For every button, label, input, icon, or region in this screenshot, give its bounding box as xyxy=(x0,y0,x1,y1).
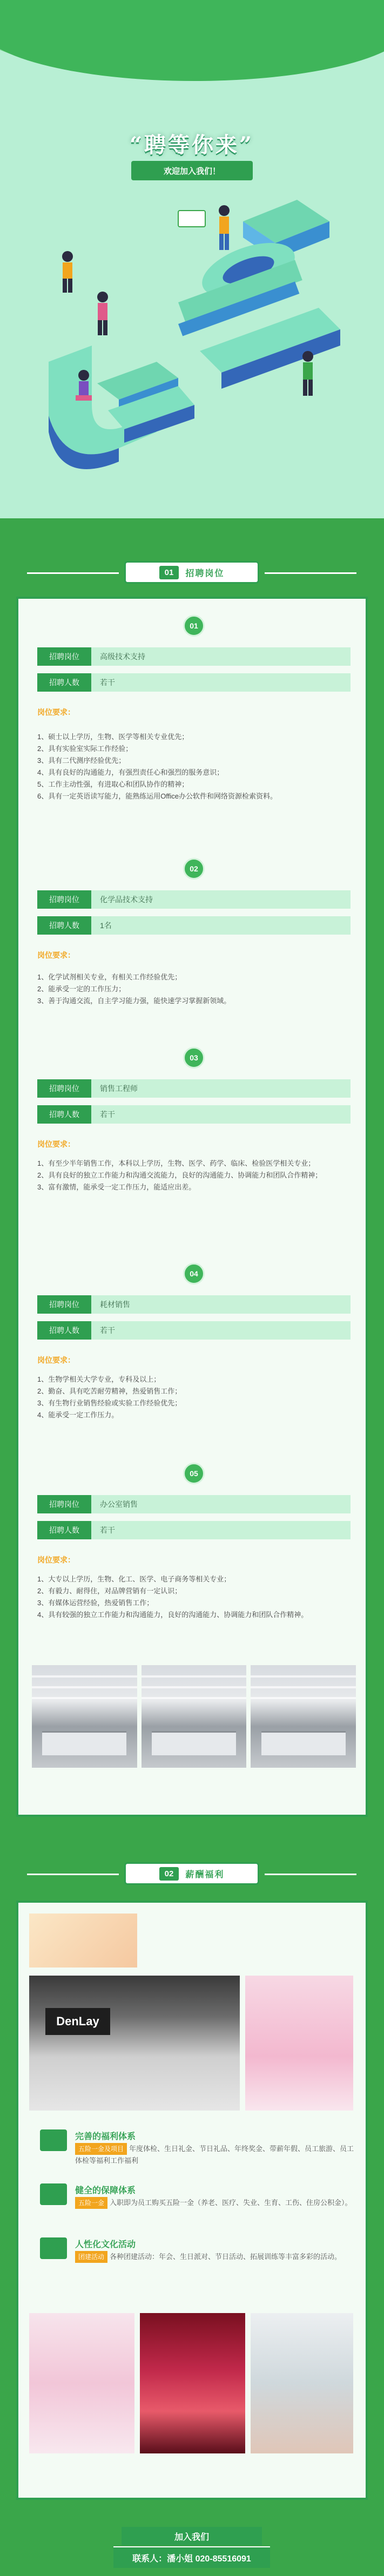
requirement-item: 3、富有激情，能承受一定工作压力，能适应出差。 xyxy=(37,1183,196,1191)
job-card xyxy=(37,615,351,842)
count-value: 若干 xyxy=(100,1326,115,1335)
benefits-panel xyxy=(16,1901,368,2500)
office-photos xyxy=(32,1665,356,1768)
benefit-text: 入职即为员工购买五险一金（养老、医疗、失业、生育、工伤、住房公积金）。 xyxy=(110,2199,352,2207)
position-value: 销售工程师 xyxy=(100,1084,138,1093)
requirements-list xyxy=(37,1374,351,1421)
job-count-row xyxy=(37,1105,351,1124)
requirements-list xyxy=(37,1573,351,1621)
requirement-item: 5、工作主动性强，有进取心和团队协作的精神； xyxy=(37,780,189,788)
office-photo xyxy=(142,1665,247,1768)
count-label: 招聘人数 xyxy=(37,1521,91,1539)
section-title-pill xyxy=(124,561,259,584)
job-count-row xyxy=(37,1521,351,1539)
job-position-row xyxy=(37,890,351,909)
section-number: 01 xyxy=(159,566,179,579)
divider xyxy=(27,572,119,574)
position-value: 高级技术支持 xyxy=(100,652,145,661)
benefit-body xyxy=(75,2251,356,2263)
job-number-badge: 03 xyxy=(183,1047,205,1069)
position-label: 招聘岗位 xyxy=(37,1295,91,1314)
count-label: 招聘人数 xyxy=(37,1321,91,1340)
benefit-tag: 团建活动 xyxy=(75,2251,107,2263)
requirement-item: 1、大专以上学历，生物、化工、医学、电子商务等相关专业； xyxy=(37,1575,231,1583)
office-photo xyxy=(251,1665,356,1768)
count-value: 1名 xyxy=(100,921,112,930)
hero-title: “聘等你来” xyxy=(129,132,254,158)
job-position-row xyxy=(37,1295,351,1314)
count-label: 招聘人数 xyxy=(37,1105,91,1124)
job-position-row xyxy=(37,1079,351,1098)
job-card xyxy=(37,1463,351,1652)
benefit-title: 人性化文化活动 xyxy=(75,2240,136,2249)
requirements-title: 岗位要求： xyxy=(37,1140,75,1148)
section-title-pill xyxy=(124,1862,259,1885)
requirement-item: 3、有生物行业销售经验或实验工作经验优先； xyxy=(37,1399,182,1407)
requirement-item: 4、具有良好的沟通能力，有强烈责任心和强烈的服务意识； xyxy=(37,768,224,776)
hero-banner xyxy=(0,0,384,518)
gift-photo xyxy=(29,1914,137,1968)
requirement-item: 1、有至少半年销售工作，本科以上学历，生物、医学、药学、临床、检验医学相关专业； xyxy=(37,1159,315,1167)
position-value: 办公室销售 xyxy=(100,1500,138,1509)
requirements-title: 岗位要求： xyxy=(37,708,75,716)
count-label: 招聘人数 xyxy=(37,916,91,935)
join-us-illustration xyxy=(16,178,367,502)
celebration-photo xyxy=(245,1976,353,2111)
benefit-icon xyxy=(40,2129,67,2151)
requirements-list xyxy=(37,1158,351,1193)
hero-subtitle: 欢迎加入我们！ xyxy=(131,161,253,180)
recruit-panel xyxy=(16,597,368,1817)
requirement-item: 3、具有二代测序经验优先； xyxy=(37,756,126,765)
hero-title-box xyxy=(113,125,270,161)
benefit-text: 年度体检、生日礼金、节日礼品、年终奖金、带薪年假、员工旅游、员工体检等福利工作福利 xyxy=(75,2145,354,2165)
job-count-row xyxy=(37,1321,351,1340)
requirement-item: 4、具有较强的独立工作能力和沟通能力，良好的沟通能力、协调能力和团队合作精神。 xyxy=(37,1611,308,1619)
requirements-list xyxy=(37,731,351,802)
count-value: 若干 xyxy=(100,678,115,687)
job-number-badge: 05 xyxy=(183,1463,205,1484)
contact-info: 联系人：潘小姐 020-85516091 xyxy=(113,2546,270,2568)
count-value: 若干 xyxy=(100,1110,115,1119)
section-header-recruit xyxy=(124,556,259,589)
job-number-badge: 01 xyxy=(183,615,205,637)
requirements-list xyxy=(37,971,351,1007)
divider xyxy=(27,1874,119,1875)
office-photo xyxy=(32,1665,137,1768)
section-title: 薪酬福利 xyxy=(185,1870,225,1879)
position-label: 招聘岗位 xyxy=(37,647,91,666)
requirements-title: 岗位要求： xyxy=(37,951,75,959)
job-position-row xyxy=(37,1495,351,1513)
count-value: 若干 xyxy=(100,1526,115,1534)
benefit-tag: 五险一金 xyxy=(75,2197,107,2209)
job-position-row xyxy=(37,647,351,666)
requirement-item: 4、能承受一定工作压力。 xyxy=(37,1411,119,1419)
job-count-row xyxy=(37,916,351,935)
benefit-body xyxy=(75,2143,356,2167)
requirement-item: 3、有媒体运营经验，热爱销售工作； xyxy=(37,1599,154,1607)
requirement-item: 3、善于沟通交流，自主学习能力强，能快速学习掌握新领域。 xyxy=(37,997,231,1005)
requirements-title: 岗位要求： xyxy=(37,1556,75,1564)
requirement-item: 2、能承受一定的工作压力； xyxy=(37,985,126,993)
event-photo xyxy=(29,2313,134,2453)
section-title: 招聘岗位 xyxy=(185,569,225,578)
requirement-item: 1、硕士以上学历，生物、医学等相关专业优先； xyxy=(37,733,189,741)
benefit-body xyxy=(75,2197,356,2209)
position-label: 招聘岗位 xyxy=(37,890,91,909)
requirement-item: 2、具有良好的独立工作能力和沟通交流能力，良好的沟通能力、协调能力和团队合作精神； xyxy=(37,1171,322,1179)
job-count-row xyxy=(37,673,351,692)
requirement-item: 1、化学试剂相关专业，有相关工作经验优先； xyxy=(37,973,182,981)
benefit-tag: 五险一金及项目 xyxy=(75,2143,127,2155)
cake-photo xyxy=(251,2313,353,2453)
job-number-badge: 02 xyxy=(183,858,205,880)
job-card xyxy=(37,858,351,1020)
benefit-icon xyxy=(40,2237,67,2259)
position-value: 化学品技术支持 xyxy=(100,895,153,904)
position-label: 招聘岗位 xyxy=(37,1079,91,1098)
join-us-banner: 加入我们 xyxy=(122,2527,262,2545)
section-number: 02 xyxy=(159,1867,179,1881)
requirement-item: 2、有毅力、耐得住，对品牌营销有一定认识； xyxy=(37,1587,182,1595)
hero-wave-decoration xyxy=(0,0,384,81)
position-value: 耗材销售 xyxy=(100,1300,130,1309)
job-card xyxy=(37,1047,351,1241)
requirement-item: 2、具有实验室实际工作经验； xyxy=(37,745,133,753)
company-logo: DenLay xyxy=(45,2008,110,2035)
requirements-title: 岗位要求： xyxy=(37,1356,75,1364)
position-label: 招聘岗位 xyxy=(37,1495,91,1513)
divider xyxy=(265,572,356,574)
benefit-icon xyxy=(40,2183,67,2205)
requirement-item: 2、勤奋、具有吃苦耐劳精神，热爱销售工作； xyxy=(37,1387,182,1395)
join-letters xyxy=(49,200,340,469)
divider xyxy=(265,1874,356,1875)
benefit-title: 健全的保障体系 xyxy=(75,2186,136,2195)
requirement-item: 6、具有一定英语读写能力，能熟练运用Office办公软件和网络资源检索资料。 xyxy=(37,792,277,800)
benefit-title: 完善的福利体系 xyxy=(75,2132,136,2141)
section-header-benefits xyxy=(124,1857,259,1890)
party-photo xyxy=(140,2313,245,2453)
count-label: 招聘人数 xyxy=(37,673,91,692)
job-number-badge: 04 xyxy=(183,1263,205,1284)
benefit-text: 各种团建活动：年会、生日派对、节日活动、拓展训练等丰富多彩的活动。 xyxy=(110,2253,342,2261)
job-card xyxy=(37,1263,351,1441)
requirement-item: 1、生物学相关大学专业，专科及以上； xyxy=(37,1375,161,1383)
reception-photo xyxy=(29,1976,240,2111)
